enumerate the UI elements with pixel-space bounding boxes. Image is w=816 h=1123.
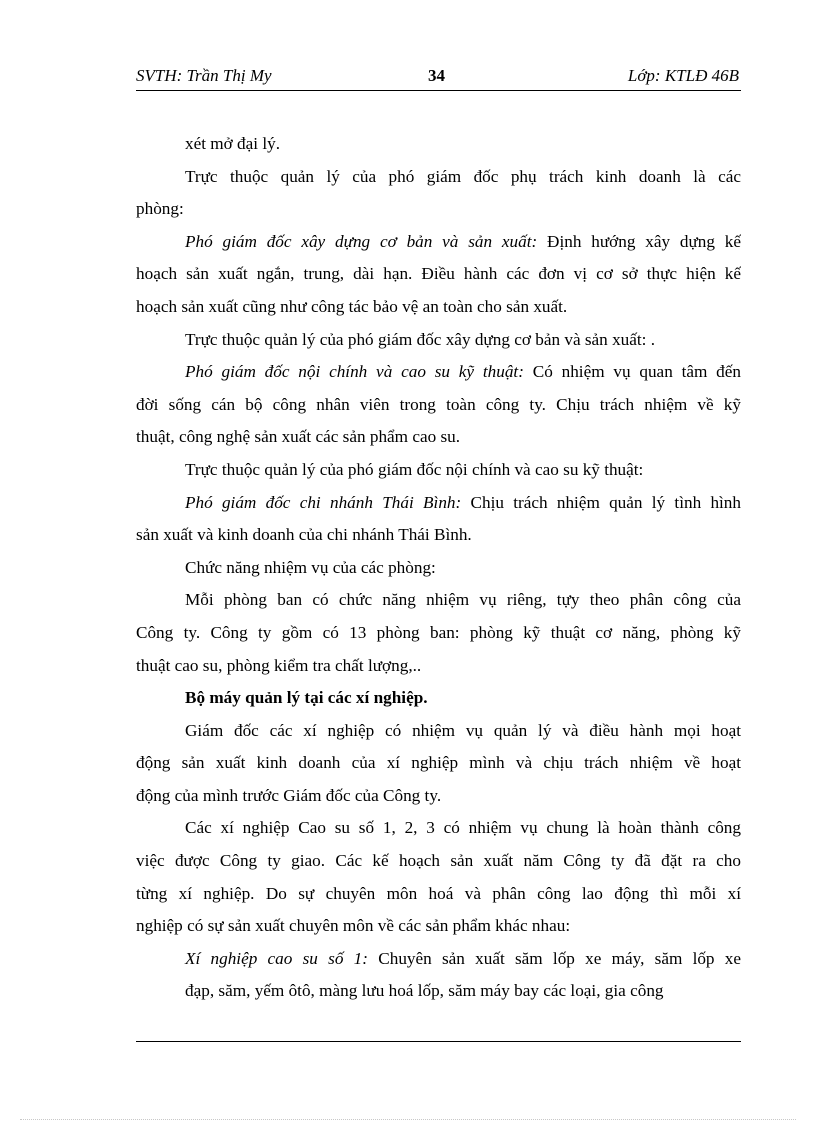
text-line: Xí nghiệp cao su số 1: Chuyên sản xuất săm lốp xe máy, săm lốp xe — [185, 948, 741, 968]
header-student-name: SVTH: Trần Thị My — [136, 66, 272, 85]
document-body — [136, 128, 741, 1008]
text-line: sản xuất và kinh doanh của chi nhánh Thái Bình. — [136, 525, 472, 545]
text-line: Chức năng nhiệm vụ của các phòng: — [185, 557, 436, 577]
text-line: xét mở đại lý. — [185, 134, 281, 153]
header-class: Lớp: KTLĐ 46B — [627, 66, 739, 85]
text-line: hoạch sản xuất cũng như công tác bảo vệ an toàn cho sản xuất. — [136, 296, 568, 316]
text-line: Trực thuộc quản lý của phó giám đốc xây dựng cơ bản và sản xuất: . — [185, 329, 656, 349]
page-number: 34 — [428, 66, 445, 85]
text-line: việc được Công ty giao. Các kế hoạch sản xuất năm Công ty đã đặt ra cho — [136, 851, 741, 871]
text-line: Phó giám đốc nội chính và cao su kỹ thuật: Có nhiệm vụ quan tâm đến — [185, 362, 741, 382]
text-line: động sản xuất kinh doanh của xí nghiệp mình và chịu trách nhiệm về hoạt — [136, 753, 741, 773]
subheading-italic: Phó giám đốc xây dựng cơ bản và sản xuất: — [185, 231, 538, 251]
subheading-italic: Xí nghiệp cao su số 1: — [185, 948, 369, 968]
text-line: Phó giám đốc xây dựng cơ bản và sản xuất: Định hướng xây dựng kế — [185, 231, 741, 251]
text-line: thuật, công nghệ sản xuất các sản phẩm cao su. — [136, 427, 461, 447]
text-line: động của mình trước Giám đốc của Công ty. — [136, 785, 442, 805]
subheading-italic: Phó giám đốc chi nhánh Thái Bình: — [185, 492, 462, 512]
footer-rule — [136, 1041, 741, 1042]
text-line: Công ty. Công ty gồm có 13 phòng ban: phòng kỹ thuật cơ năng, phòng kỹ — [136, 622, 741, 642]
text-line: từng xí nghiệp. Do sự chuyên môn hoá và phân công lao động thì mỗi xí — [136, 883, 741, 903]
text-line — [136, 682, 741, 715]
page-edge — [20, 1119, 796, 1120]
text-line: thuật cao su, phòng kiểm tra chất lượng,.. — [136, 655, 422, 675]
text-line: nghiệp có sự sản xuất chuyên môn về các sản phẩm khác nhau: — [136, 916, 571, 936]
text-line: Mỗi phòng ban có chức năng nhiệm vụ riêng, tựy theo phân công của — [185, 590, 741, 610]
subheading-italic: Phó giám đốc nội chính và cao su kỹ thuật: — [185, 362, 524, 382]
text-line: Trực thuộc quản lý của phó giám đốc phụ trách kinh doanh là các — [185, 166, 741, 186]
text-line: đạp, săm, yếm ôtô, màng lưu hoá lốp, săm máy bay các loại, gia công — [185, 981, 664, 1001]
text-line: phòng: — [136, 199, 184, 219]
text-line: hoạch sản xuất ngắn, trung, dài hạn. Điều hành các đơn vị cơ sở thực hiện kế — [136, 264, 741, 284]
text-line: Phó giám đốc chi nhánh Thái Bình: Chịu trách nhiệm quản lý tình hình — [185, 492, 741, 512]
text-line: Giám đốc các xí nghiệp có nhiệm vụ quản lý và điều hành mọi hoạt — [185, 720, 741, 740]
text-line: Trực thuộc quản lý của phó giám đốc nội chính và cao su kỹ thuật: — [185, 459, 644, 479]
text-line: Các xí nghiệp Cao su số 1, 2, 3 có nhiệm vụ chung là hoàn thành công — [185, 818, 741, 838]
section-heading: Bộ máy quản lý tại các xí nghiệp. — [185, 688, 428, 708]
text-line: đời sống cán bộ công nhân viên trong toàn công ty. Chịu trách nhiệm về kỹ — [136, 394, 741, 414]
page-header — [136, 60, 741, 91]
